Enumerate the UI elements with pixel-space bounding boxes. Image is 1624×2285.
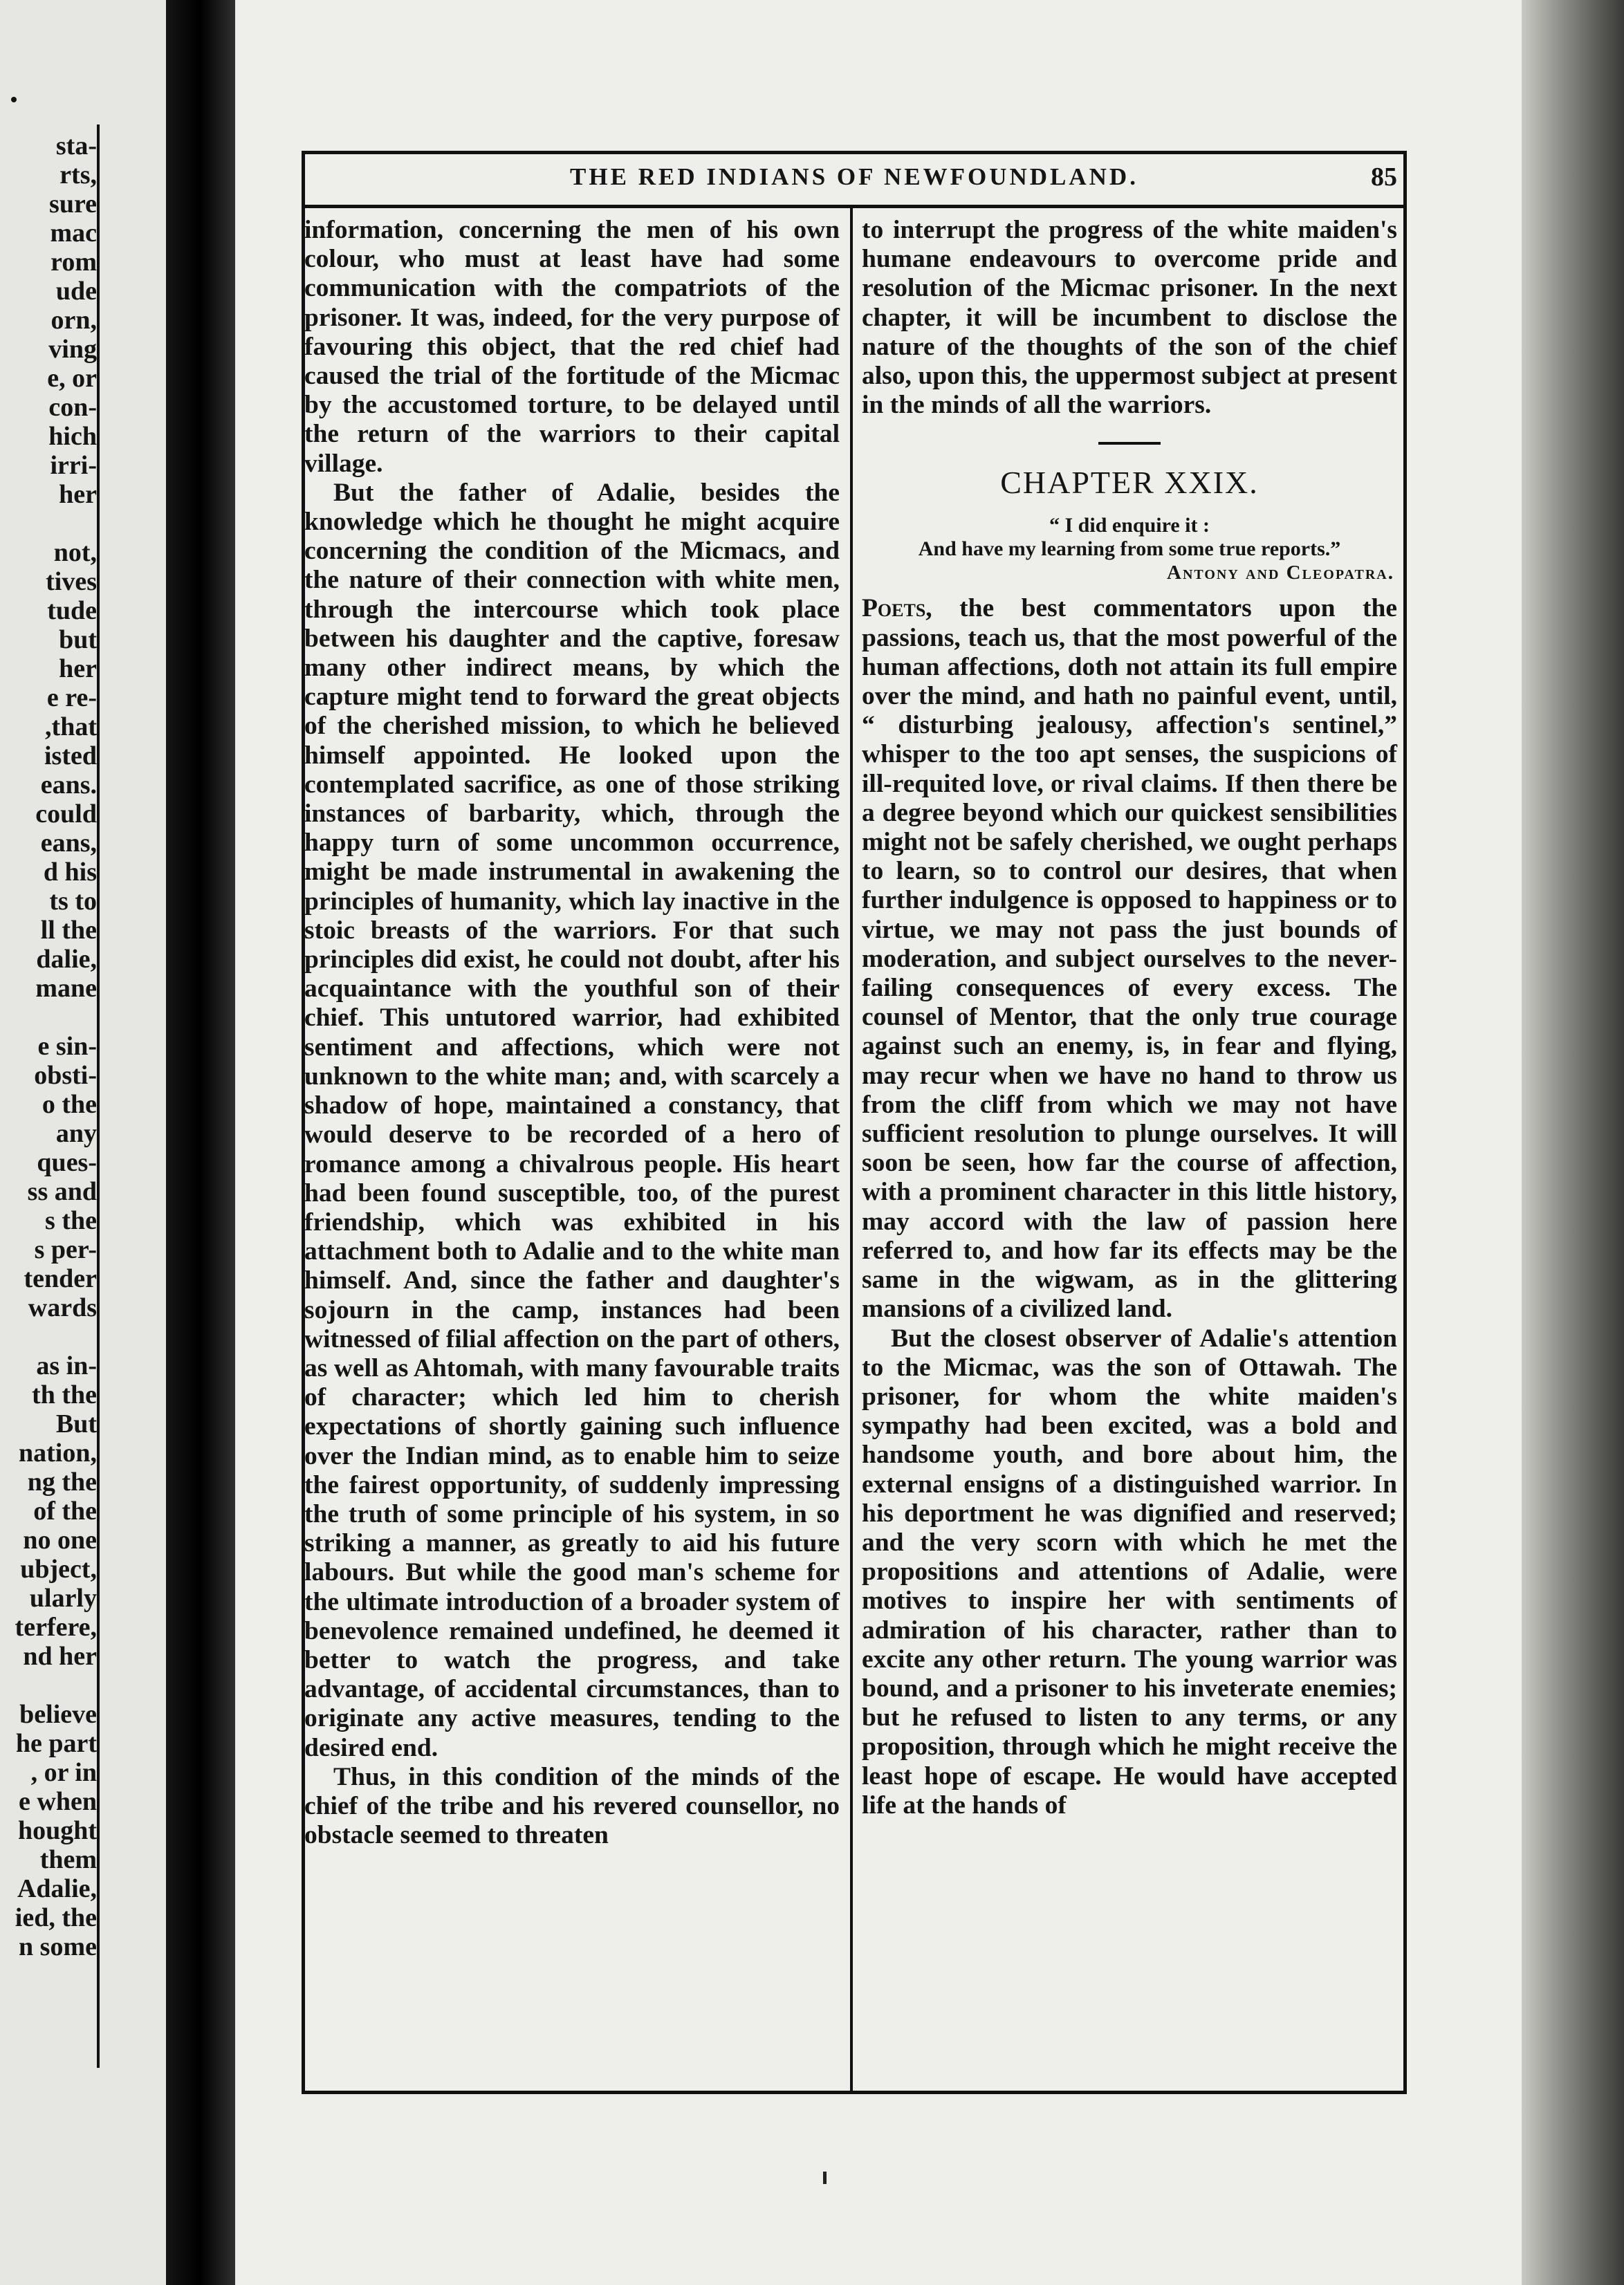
previous-page-line-fragment: isted [44, 741, 97, 770]
paragraph: Thus, in this condition of the minds of the chief of the tribe and his revered counsellor, no obstacle seemed to threaten [304, 1762, 840, 1850]
previous-page-line-fragment: any [55, 1119, 97, 1148]
previous-page-line-fragment: not, [53, 538, 97, 567]
previous-page-line-fragment: sure [49, 189, 97, 219]
previous-page-line-fragment: tives [46, 567, 97, 596]
previous-page-line-fragment: con- [48, 393, 97, 422]
section-rule [1098, 442, 1161, 445]
previous-page-line-fragment: orn, [50, 306, 97, 335]
header-rule [302, 205, 1407, 208]
chapter-title: CHAPTER XXIX. [1000, 465, 1259, 501]
right-column [862, 216, 1397, 1820]
previous-page-line-fragment: as in- [36, 1351, 97, 1380]
previous-page-line-fragment: he part [15, 1729, 97, 1758]
ink-speck [11, 97, 17, 102]
previous-page-line-fragment: ularly [29, 1584, 97, 1613]
previous-page-line-fragment: tude [47, 596, 97, 625]
previous-page-line-fragment: s the [45, 1206, 97, 1235]
paragraph: But the closest observer of Adalie's attention to the Micmac, was the son of Ottawah. The prisoner, for whom the white maiden's sympathy had been excited, was a bold and handsome youth, and bore about him, the external ensigns of a distinguished warrior. In his deportment he was dignified and reserved; and the very scorn with which he met the propositions and attentions of Adalie, were motives to inspire her with sentiments of admiration of his character, rather than to excite any other return. The young warrior was bound, and a prisoner to his inveterate enemies; but he refused to listen to any terms, or any proposition, through which he might receive the least hope of escape. He would have accepted life at the hands of [862, 1324, 1397, 1820]
previous-page-line-fragment: ,that [45, 712, 97, 741]
previous-page-line-fragment: e re- [46, 683, 97, 712]
previous-page-line-fragment: ving [48, 335, 97, 364]
previous-page-line-fragment [0, 1003, 97, 1032]
previous-page-line-fragment: Adalie, [17, 1874, 97, 1903]
previous-page-line-fragment [0, 1322, 97, 1351]
previous-page-line-fragment: ques- [37, 1148, 97, 1177]
previous-page-line-fragment: , or in [30, 1758, 97, 1787]
previous-page-line-fragment: d his [43, 858, 97, 887]
previous-page-line-fragment: e when [19, 1787, 97, 1816]
previous-page-line-fragment: rts, [59, 160, 97, 189]
previous-page-line-fragment [0, 509, 97, 538]
previous-page-line-fragment: e, or [47, 364, 97, 393]
previous-page-line-fragment: ts to [49, 887, 97, 916]
previous-page-line-fragment: her [59, 480, 97, 509]
epigraph [862, 514, 1397, 584]
paragraph-text: the best commentators upon the passions, teach us, that the most powerful of the human affections, doth not attain its full empire over the mind, and hath no painful event, until, “ disturbing jealousy, affection's sentinel,” whisper to the too apt senses, the suspicions of ill-requited love, or rival claims. If then there be a degree beyond which our quickest sensibilities might not be safely cherished, we ought perhaps to learn, so to control our desires, that when further indulgence is opposed to happiness or to virtue, we may not pass the just bounds of moderation, and subject ourselves to the never-failing consequences of every excess. The counsel of Mentor, that the only true courage against such an enemy, is, in fear and flying, may recur when we have no hand to throw us from the cliff from which we may not have sufficient resolution to plunge ourselves. It will soon be seen, how far the course of affection, with a prominent character in this little history, may accord with the law of passion here referred to, and how far its effects may be the same in the wigwam, as in the glittering mansions of a civilized land. [862, 594, 1397, 1324]
previous-page-line-fragment: e sin- [37, 1032, 97, 1061]
epigraph-line: “ I did enquire it : [1049, 514, 1210, 537]
previous-page-line-fragment: irri- [50, 451, 97, 480]
previous-page-line-fragment: them [39, 1845, 97, 1874]
page-header [302, 163, 1407, 205]
previous-page-line-fragment: ude [55, 277, 97, 306]
previous-page-line-fragment: mac [50, 219, 97, 248]
previous-page-line-fragment: o the [41, 1090, 97, 1119]
previous-page-line-fragment: But [55, 1409, 97, 1438]
previous-page-line-fragment: hought [17, 1816, 97, 1845]
previous-page-line-fragment: terfere, [15, 1613, 97, 1642]
previous-page-line-fragment: ll the [40, 916, 97, 945]
previous-page-line-fragment: mane [35, 974, 97, 1003]
chapter-opening-word: Poets, [862, 594, 932, 623]
previous-page-fragment [0, 0, 187, 2285]
epigraph-source: Antony and Cleopatra. [1167, 562, 1394, 584]
page-edge-shadow [1522, 0, 1624, 2285]
previous-page-line-fragment: ubject, [20, 1555, 97, 1584]
book-gutter [166, 0, 242, 2285]
paragraph: information, concerning the men of his own colour, who must at least have had some communication with the compatriots of the prisoner. It was, indeed, for the very purpose of favouring this object, that the red chief had caused the trial of the fortitude of the Micmac by the accustomed torture, to be delayed until the return of the warriors to their capital village. [304, 216, 840, 478]
previous-page-line-fragment: eans, [40, 829, 97, 858]
previous-page-line-fragment: but [59, 625, 97, 654]
epigraph-line: And have my learning from some true reports.” [918, 537, 1341, 561]
previous-page-text-column [0, 131, 97, 1961]
previous-page-border [97, 124, 100, 2068]
previous-page-line-fragment: ng the [27, 1468, 97, 1497]
previous-page-line-fragment: of the [33, 1497, 97, 1526]
previous-page-line-fragment: dalie, [36, 945, 97, 974]
ink-mark [823, 2172, 827, 2184]
previous-page-line-fragment: nation, [19, 1438, 97, 1468]
previous-page-line-fragment: nd her [23, 1642, 97, 1671]
previous-page-line-fragment: her [59, 654, 97, 683]
column-divider [850, 207, 853, 2094]
previous-page-line-fragment: rom [50, 248, 97, 277]
previous-page-line-fragment: obsti- [34, 1061, 97, 1090]
previous-page-line-fragment: hich [48, 422, 97, 451]
previous-page-line-fragment: believe [19, 1700, 97, 1729]
paragraph [862, 594, 1397, 1324]
previous-page-line-fragment: th the [32, 1380, 97, 1409]
previous-page-line-fragment: eans. [40, 770, 97, 799]
previous-page-line-fragment: no one [23, 1526, 97, 1555]
paragraph: But the father of Adalie, besides the knowledge which he thought he might acquire concerning the condition of the Micmacs, and the nature of their connection with white men, through the intercourse which took place between his daughter and the captive, foresaw many other indirect means, by which the capture might tend to forward the great objects of the cherished mission, to which he believed himself appointed. He looked upon the contemplated sacrifice, as one of those striking instances of barbarity, which, through the happy turn of some uncommon occurrence, might be made instrumental in awakening the principles of humanity, which lay inactive in the stoic breasts of the warriors. For that such principles did exist, he could not doubt, after his acquaintance with the youthful son of their chief. This untutored warrior, had exhibited sentiment and affections, which were not unknown to the white man; and, with scarcely a shadow of hope, maintained a constancy, that would deserve to be recorded of a hero of romance among a chivalrous people. His heart had been found susceptible, too, of the purest friendship, which was exhibited in his attachment both to Adalie and to the white man himself. And, since the father and daughter's sojourn in the camp, instances had been witnessed of filial affection on the part of others, as well as Ahtomah, with many favourable traits of character; which led him to cherish expectations of shortly gaining such influence over the Indian mind, as to enable him to seize the fairest opportunity, of suddenly impressing the truth of some principle of his system, in so striking a manner, as greatly to aid his future labours. But while the good man's scheme for the ultimate introduction of a broader system of benevolence remained undefined, he deemed it better to watch the progress, and take advantage, of accidental circumstances, than to originate any active measures, tending to the desired end. [304, 478, 840, 1762]
previous-page-line-fragment: wards [28, 1293, 97, 1322]
left-column [304, 216, 840, 1850]
page-number: 85 [1371, 163, 1397, 192]
previous-page-line-fragment: tender [24, 1264, 97, 1293]
previous-page-line-fragment: sta- [55, 131, 97, 160]
previous-page-line-fragment [0, 1671, 97, 1700]
previous-page-line-fragment: n some [19, 1932, 97, 1961]
previous-page-line-fragment: ied, the [15, 1903, 97, 1932]
running-head: THE RED INDIANS OF NEWFOUNDLAND. [570, 163, 1138, 190]
paragraph: to interrupt the progress of the white maiden's humane endeavours to overcome pride and resolution of the Micmac prisoner. In the next chapter, it will be incumbent to disclose the nature of the thoughts of the son of the chief also, upon this, the uppermost subject at present in the minds of all the warriors. [862, 216, 1397, 420]
previous-page-line-fragment: ss and [27, 1177, 97, 1206]
previous-page-line-fragment: s per- [34, 1235, 97, 1264]
previous-page-line-fragment: could [35, 799, 97, 829]
